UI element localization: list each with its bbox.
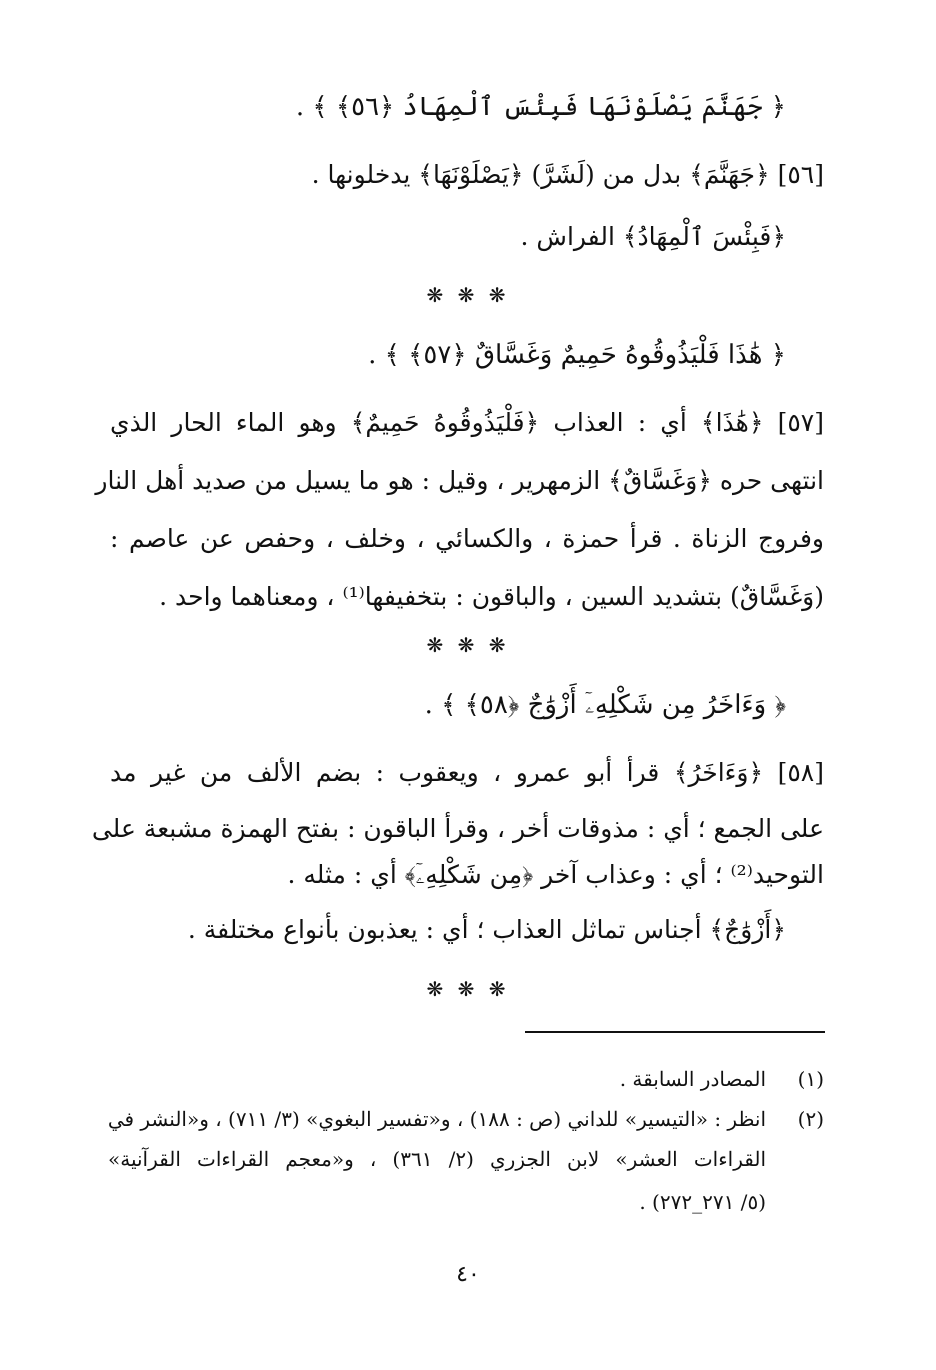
commentary-57-line-3: وفروج الزناة . قرأ حمزة ، والكسائي ، وخلف ، وحفص عن عاصم : (110, 524, 824, 553)
section-separator-1: ❋ ❋ ❋ (426, 283, 510, 307)
section-separator-2: ❋ ❋ ❋ (426, 633, 510, 657)
commentary-56-line-1: [٥٦] ﴿جَهَنَّمَ﴾ بدل من (لَشَرَّ) ﴿يَصْلَوْنَهَا﴾ يدخلونها . (311, 160, 824, 189)
footnote-2-line-3: (٥/ ٢٧١_٢٧٢) . (639, 1190, 766, 1214)
footnote-1-text: المصادر السابقة . (619, 1067, 766, 1091)
section-separator-3: ❋ ❋ ❋ (426, 977, 510, 1001)
footnote-2-line-2: القراءات العشر» لابن الجزري (٢/ ٣٦١) ، و«معجم القراءات القرآنية» (108, 1147, 766, 1171)
commentary-56-line-2: ﴿فَبِئْسَ ٱلْمِهَادُ﴾ الفراش . (520, 222, 786, 251)
quran-verse-57: ﴿ هَٰذَا فَلْيَذُوقُوهُ حَمِيمٌ وَغَسَّاقٌ ﴿٥٧﴾ ﴾ . (368, 340, 786, 370)
page-number: ٤٠ (456, 1262, 480, 1287)
commentary-58-line-1: [٥٨] ﴿وَءَاخَرُ﴾ قرأ أبو عمرو ، ويعقوب : بضم الألف من غير مد (110, 758, 824, 787)
quran-verse-56: ﴿ جَهَنَّمَ يَصْلَوْنَهَا فَبِئْسَ ٱلْمِهَادُ ﴿٥٦﴾ ﴾ . (295, 92, 786, 122)
quran-verse-58: ﴿ وَءَاخَرُ مِن شَكْلِهِۦٓ أَزْوَٰجٌ ﴿٥٨﴾ ﴾ . (424, 690, 786, 720)
commentary-58-line-4: ﴿أَزْوَٰجٌ﴾ أجناس تماثل العذاب ؛ أي : يعذبون بأنواع مختلفة . (187, 915, 786, 944)
commentary-57-line-1: [٥٧] ﴿هَٰذَا﴾ أي : العذاب ﴿فَلْيَذُوقُوهُ حَمِيمٌ﴾ وهو الماء الحار الذي (110, 408, 824, 437)
commentary-57-line-2: انتهى حره ﴿وَغَسَّاقٌ﴾ الزمهرير ، وقيل : هو ما يسيل من صديد أهل النار (95, 466, 824, 495)
footnote-1-number: (١) (797, 1067, 824, 1091)
commentary-58-line-2: على الجمع ؛ أي : مذوقات أخر ، وقرأ الباقون : بفتح الهمزة مشبعة على (91, 814, 824, 843)
footnote-2-number: (٢) (797, 1107, 824, 1131)
commentary-57-line-4: (وَغَسَّاقٌ) بتشديد السين ، والباقون : بتخفيفها⁽¹⁾ ، ومعناهما واحد . (159, 582, 824, 611)
footnote-2-line-1: انظر : «التيسير» للداني (ص : ١٨٨) ، و«تفسير البغوي» (٣/ ٧١١) ، و«النشر في (107, 1107, 766, 1131)
commentary-58-line-3: التوحيد⁽²⁾ ؛ أي : وعذاب آخر ﴿مِن شَكْلِهِۦٓ﴾ أي : مثله . (287, 860, 824, 889)
footnote-divider (525, 1031, 825, 1033)
